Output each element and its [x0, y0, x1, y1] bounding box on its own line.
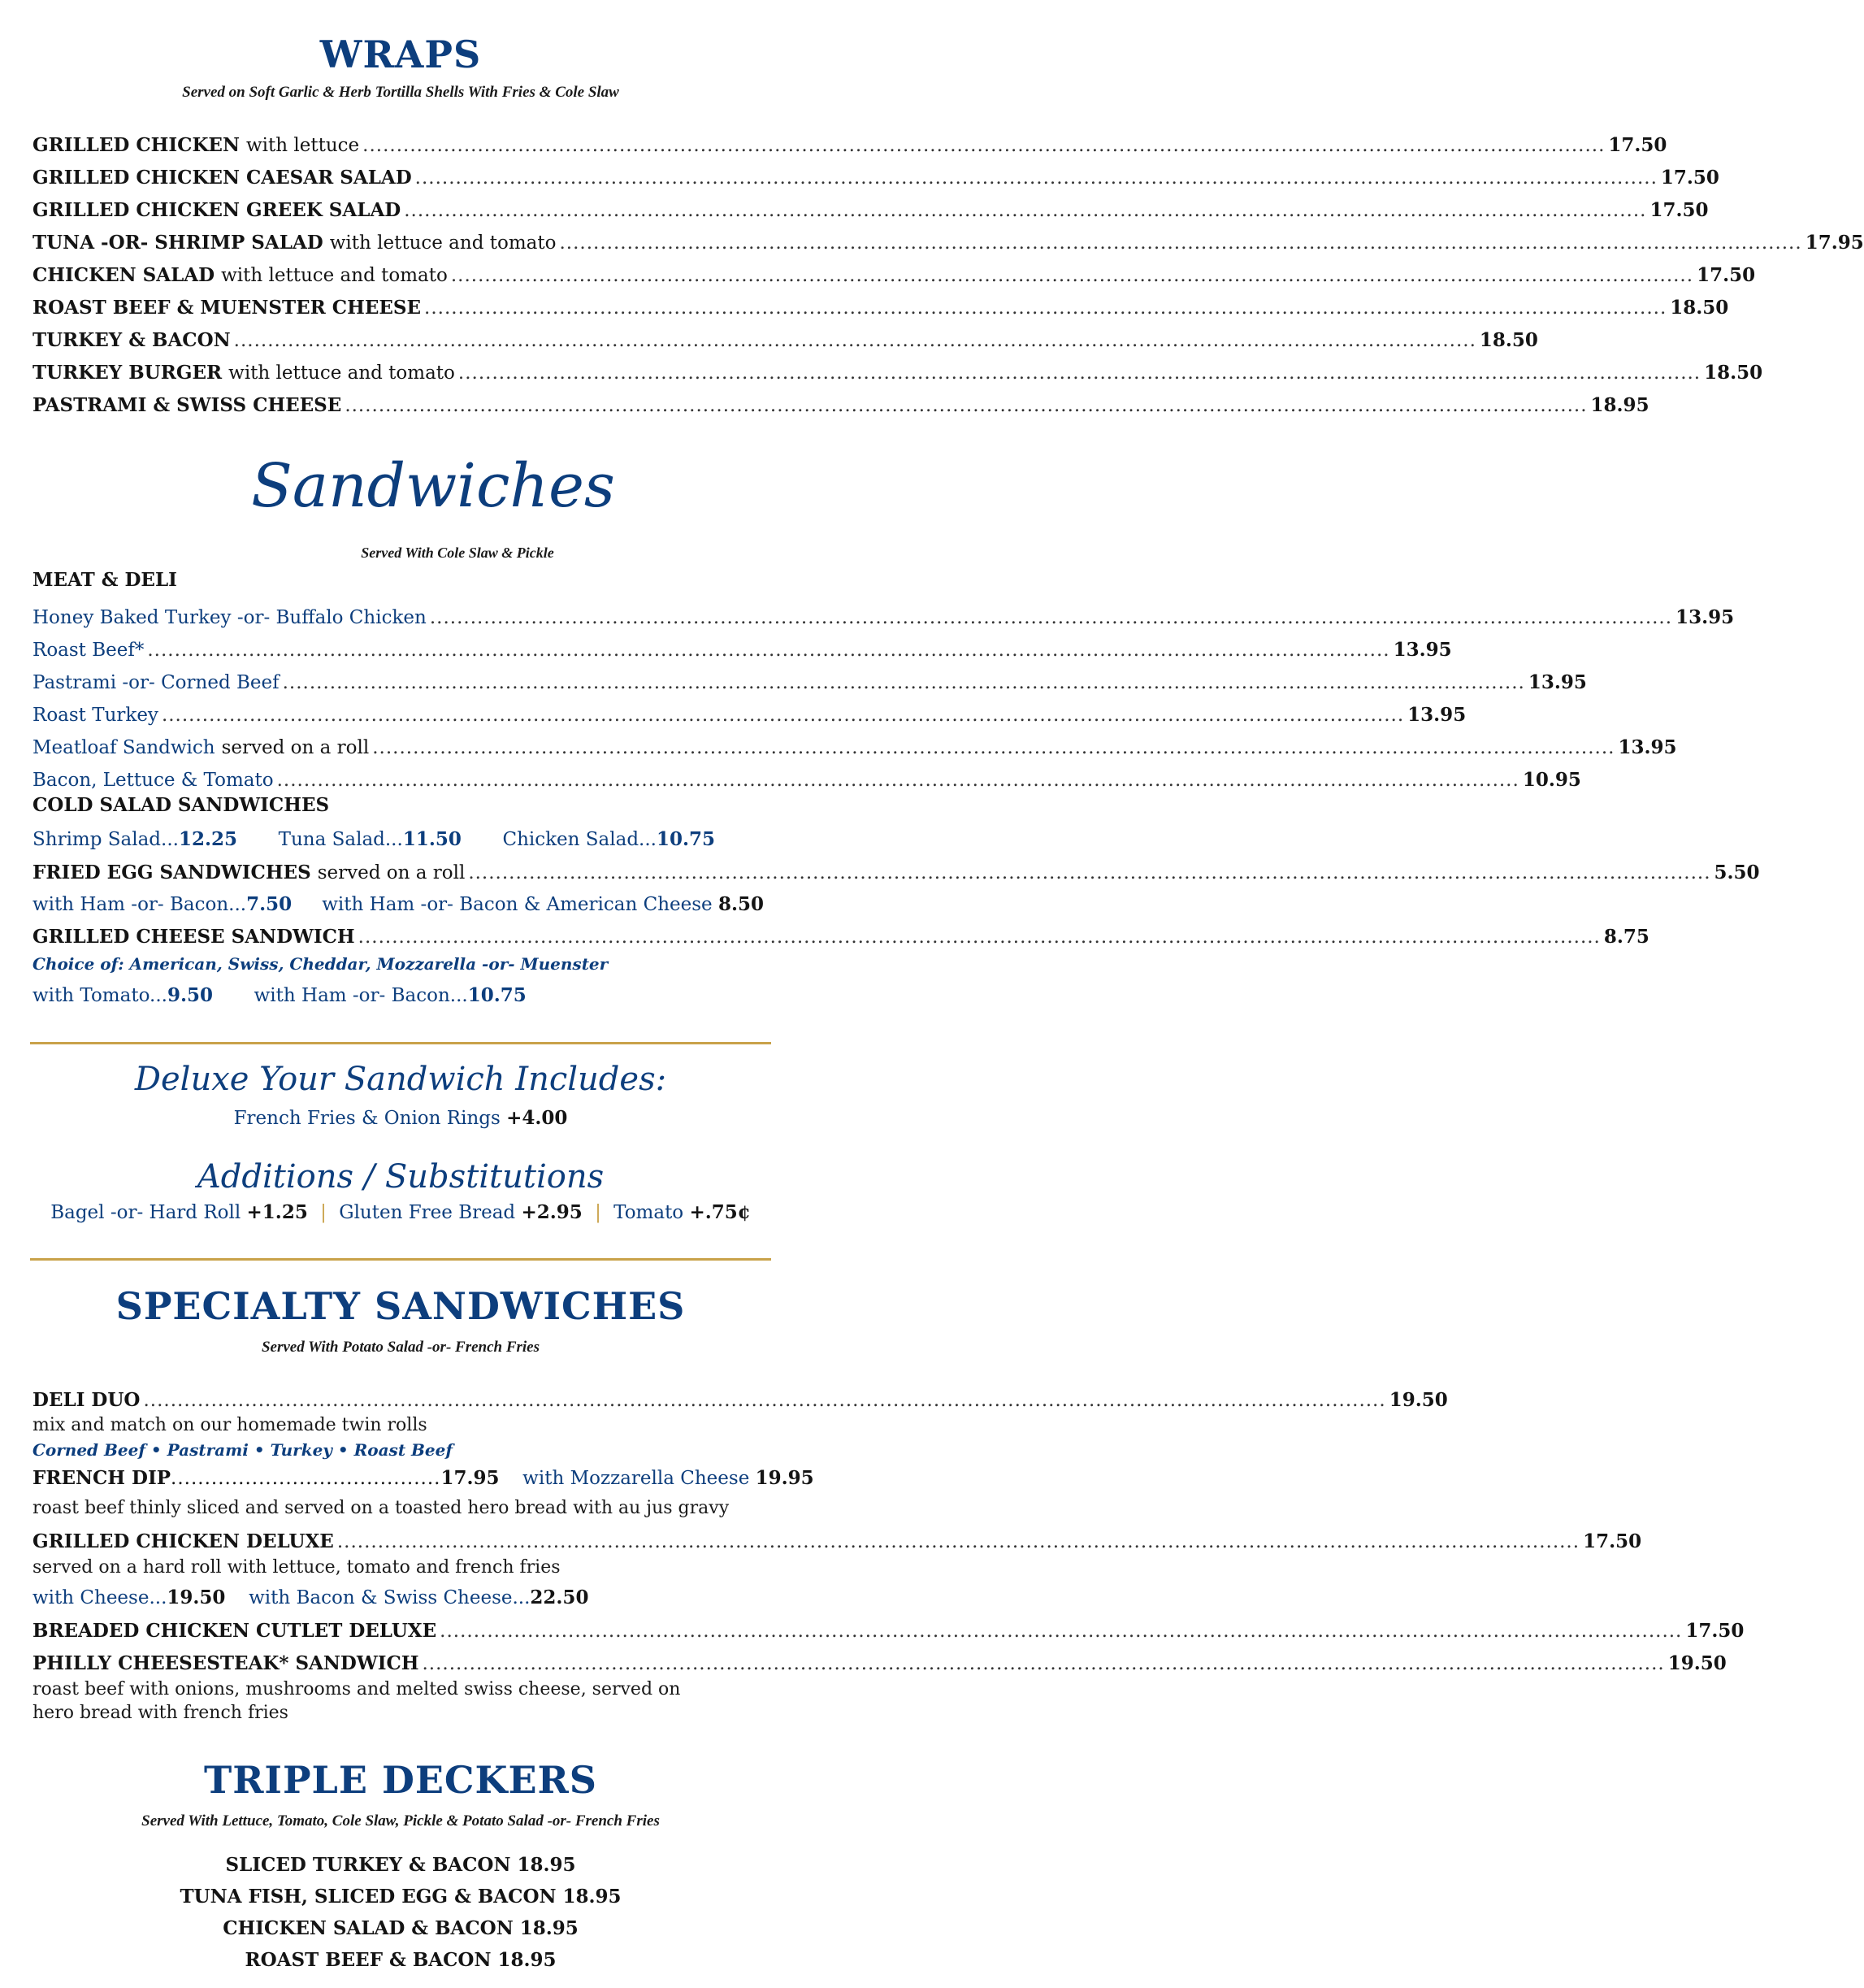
- specialty-title: SPECIALTY SANDWICHES: [115, 1284, 686, 1328]
- grilled-chicken-deluxe-addons: with Cheese...19.50 with Bacon & Swiss Cheese...22.50: [33, 1586, 589, 1608]
- divider: [30, 1042, 771, 1044]
- philly-desc-1: roast beef with onions, mushrooms and melted swiss cheese, served on: [33, 1679, 681, 1699]
- triple-item: CHICKEN SALAD & BACON 18.95: [223, 1917, 579, 1939]
- menu-item: Roast Turkey ..... 13.95: [33, 699, 764, 731]
- sandwiches-title: Sandwiches: [251, 451, 615, 521]
- sandwiches-subtitle: Served With Cole Slaw & Pickle: [361, 545, 554, 561]
- deluxe-line: French Fries & Onion Rings +4.00: [233, 1107, 568, 1129]
- wraps-subtitle: Served on Soft Garlic & Herb Tortilla Shells With Fries & Cole Slaw: [182, 84, 619, 101]
- cold-salad-line: Shrimp Salad...12.25 Tuna Salad...11.50 Chicken Salad...10.75: [33, 828, 716, 850]
- deli-duo-options: Corned Beef • Pastrami • Turkey • Roast Beef: [33, 1440, 453, 1460]
- specialty-subtitle: Served With Potato Salad -or- French Fries: [261, 1339, 540, 1356]
- menu-item: TUNA -OR- SHRIMP SALAD with lettuce and tomato ..... 17.95: [33, 227, 764, 259]
- grilled-cheese-addons: with Tomato...9.50 with Ham -or- Bacon...10.75: [33, 984, 527, 1006]
- triple-item: SLICED TURKEY & BACON 18.95: [225, 1854, 576, 1876]
- cold-salad-heading: COLD SALAD SANDWICHES: [33, 794, 330, 816]
- menu-item: GRILLED CHICKEN DELUXE ..... 17.50: [33, 1526, 764, 1558]
- grilled-cheese-choice: Choice of: American, Swiss, Cheddar, Mozzarella -or- Muenster: [33, 954, 609, 974]
- menu-item: TURKEY & BACON ..... 18.50: [33, 324, 764, 357]
- fried-egg-list: [33, 857, 1760, 889]
- menu-item: GRILLED CHICKEN with lettuce ..... 17.50: [33, 129, 764, 162]
- grilled-chicken-deluxe-desc: served on a hard roll with lettuce, tomato and french fries: [33, 1557, 561, 1578]
- menu-item: DELI DUO ..... 19.50: [33, 1384, 764, 1417]
- menu-item: Roast Beef* ..... 13.95: [33, 634, 764, 666]
- menu-item: TURKEY BURGER with lettuce and tomato ..... 18.50: [33, 357, 764, 389]
- fried-egg-addons: with Ham -or- Bacon...7.50 with Ham -or- Bacon & American Cheese 8.50: [33, 893, 764, 915]
- meat-deli-list: [33, 601, 1735, 797]
- menu-item: BREADED CHICKEN CUTLET DELUXE ..... 17.50: [33, 1615, 764, 1647]
- breaded-cutlet: [33, 1615, 1745, 1647]
- divider: [30, 1258, 771, 1261]
- additions-line: Bagel -or- Hard Roll +1.25 | Gluten Free Bread +2.95 | Tomato +.75¢: [50, 1201, 751, 1223]
- menu-item: Honey Baked Turkey -or- Buffalo Chicken ..... 13.95: [33, 601, 764, 634]
- menu-item: GRILLED CHICKEN CAESAR SALAD ..... 17.50: [33, 162, 764, 194]
- wraps-list: [33, 129, 1864, 422]
- deli-duo: [33, 1384, 1448, 1417]
- grilled-cheese-list: [33, 921, 1649, 953]
- grilled-chicken-deluxe: [33, 1526, 1642, 1558]
- menu-item: CHICKEN SALAD with lettuce and tomato ..... 17.50: [33, 259, 764, 292]
- wraps-title: WRAPS: [319, 33, 482, 76]
- menu-item: FRIED EGG SANDWICHES served on a roll ..... 5.50: [33, 857, 764, 889]
- menu-item: Meatloaf Sandwich served on a roll ..... 13.95: [33, 731, 764, 764]
- philly: [33, 1647, 1727, 1680]
- additions-title: Additions / Substitutions: [197, 1158, 605, 1196]
- menu-item: Pastrami -or- Corned Beef ..... 13.95: [33, 666, 764, 699]
- deli-duo-desc: mix and match on our homemade twin rolls: [33, 1415, 427, 1435]
- menu-item: PHILLY CHEESESTEAK* SANDWICH ..... 19.50: [33, 1647, 764, 1680]
- menu-item: PASTRAMI & SWISS CHEESE ..... 18.95: [33, 389, 764, 422]
- philly-desc-2: hero bread with french fries: [33, 1703, 288, 1723]
- menu-item: GRILLED CHEESE SANDWICH ..... 8.75: [33, 921, 764, 953]
- triple-title: TRIPLE DECKERS: [203, 1758, 598, 1802]
- triple-item: TUNA FISH, SLICED EGG & BACON 18.95: [180, 1886, 622, 1908]
- menu-item: Bacon, Lettuce & Tomato ..... 10.95: [33, 764, 764, 797]
- french-dip-desc: roast beef thinly sliced and served on a toasted hero bread with au jus gravy: [33, 1498, 730, 1518]
- french-dip: FRENCH DIP........................................17.95 with Mozzarella Cheese 19.95: [33, 1467, 814, 1489]
- triple-subtitle: Served With Lettuce, Tomato, Cole Slaw, Pickle & Potato Salad -or- French Fries: [141, 1812, 660, 1830]
- menu-item: GRILLED CHICKEN GREEK SALAD ..... 17.50: [33, 194, 764, 227]
- menu-item: ROAST BEEF & MUENSTER CHEESE ..... 18.50: [33, 292, 764, 324]
- deluxe-title: Deluxe Your Sandwich Includes:: [134, 1061, 667, 1098]
- triple-item: ROAST BEEF & BACON 18.95: [245, 1949, 557, 1971]
- meat-deli-heading: MEAT & DELI: [33, 569, 177, 591]
